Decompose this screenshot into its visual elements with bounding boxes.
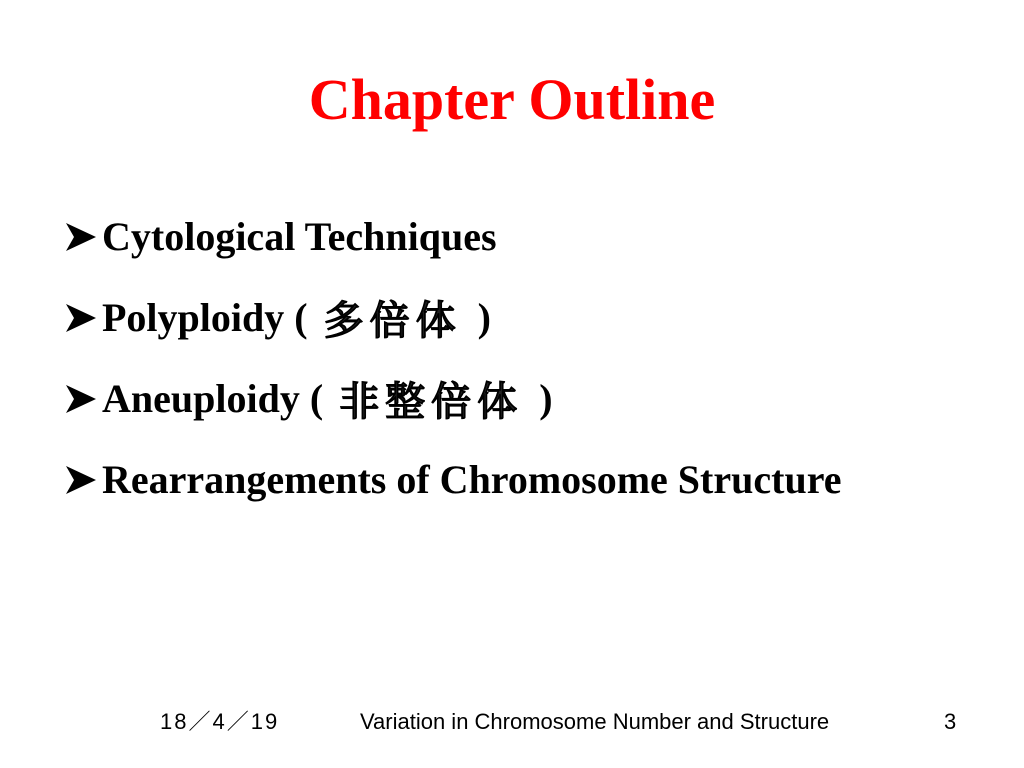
outline-item-cytological-techniques — [60, 196, 841, 277]
arrowhead-bullet-icon — [60, 298, 100, 338]
outline-item-label: Aneuploidy — [102, 376, 300, 421]
arrowhead-bullet-icon — [60, 379, 100, 419]
outline-list — [60, 196, 841, 520]
outline-item-label: Polyploidy — [102, 295, 285, 340]
page-number: 3 — [944, 709, 957, 734]
outline-item-polyploidy — [60, 277, 841, 358]
outline-item-rearrangements — [60, 439, 841, 520]
outline-item-label: Cytological Techniques — [102, 214, 497, 259]
slide-title: Chapter Outline — [308, 67, 716, 132]
outline-item-paren-close: ) — [467, 295, 491, 340]
footer-date: 18／4／19 — [160, 709, 280, 734]
outline-item-paren-open: ( — [284, 295, 318, 340]
outline-item-paren-close: ) — [529, 376, 553, 421]
arrowhead-bullet-icon — [60, 460, 100, 500]
outline-item-label: Rearrangements of Chromosome Structure — [102, 457, 842, 502]
outline-item-paren-open: ( — [299, 376, 334, 421]
outline-item-chinese-term: 非整倍体 — [339, 379, 524, 424]
footer-title: Variation in Chromosome Number and Structure — [360, 709, 830, 734]
arrowhead-bullet-icon — [60, 217, 100, 257]
outline-item-chinese-term: 多倍体 — [323, 298, 462, 343]
outline-item-aneuploidy — [60, 358, 841, 439]
